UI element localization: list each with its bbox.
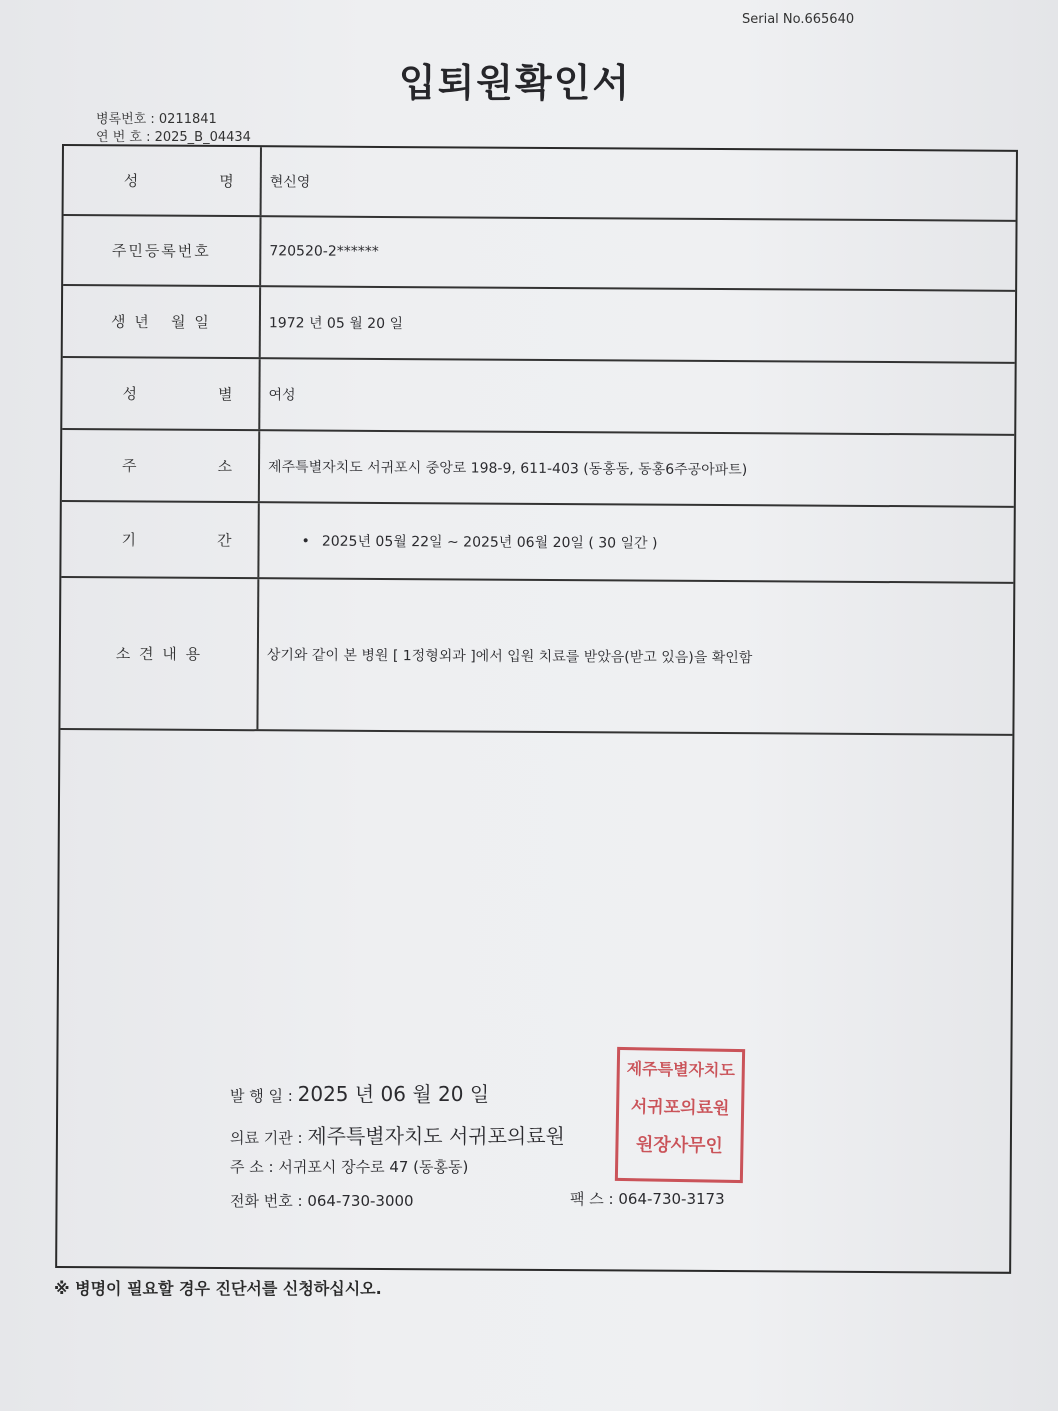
issue-date-label: 발 행 일 : bbox=[230, 1087, 293, 1105]
phone-label: 전화 번호 : bbox=[230, 1192, 303, 1210]
institution-label: 의료 기관 : bbox=[230, 1129, 303, 1147]
seal-line-2: 서귀포의료원 bbox=[630, 1097, 730, 1119]
label-rrn: 주민등록번호 bbox=[63, 216, 261, 285]
period-text: 2025년 05월 22일 ~ 2025년 06월 20일 ( 30 일간 ) bbox=[321, 533, 658, 552]
label-period: 기 간 bbox=[61, 502, 259, 577]
label-address: 주 소 bbox=[62, 430, 260, 501]
row-period bbox=[61, 502, 1013, 584]
value-rrn: 720520-2****** bbox=[269, 243, 379, 260]
serial-number: Serial No.665640 bbox=[742, 12, 855, 27]
document-title: 입퇴원확인서 bbox=[398, 61, 632, 105]
row-name bbox=[64, 146, 1016, 222]
official-seal-stamp bbox=[615, 1047, 745, 1183]
issuing-institution bbox=[230, 1120, 565, 1149]
value-birth: 1972 년 05 월 20 일 bbox=[268, 315, 404, 333]
institution-value: 제주특별자치도 서귀포의료원 bbox=[307, 1124, 565, 1148]
address-value: 서귀포시 장수로 47 (동홍동) bbox=[278, 1158, 469, 1176]
label-opinion: 소 견 내 용 bbox=[60, 578, 259, 729]
value-name: 현신영 bbox=[269, 174, 311, 191]
row-address bbox=[62, 430, 1014, 508]
value-period bbox=[268, 530, 658, 552]
institution-fax bbox=[570, 1188, 725, 1209]
label-birth: 생 년 월 일 bbox=[63, 286, 261, 357]
footer-note: ※ 병명이 필요할 경우 진단서를 신청하십시오. bbox=[54, 1279, 382, 1298]
sequence-number: 연 번 호 : 2025_B_04434 bbox=[96, 130, 251, 145]
issue-date bbox=[230, 1078, 489, 1107]
issue-date-value: 2025 년 06 월 20 일 bbox=[297, 1082, 490, 1106]
row-rrn bbox=[63, 216, 1015, 292]
value-sex: 여성 bbox=[268, 387, 296, 404]
institution-address bbox=[230, 1156, 468, 1177]
row-sex bbox=[62, 358, 1014, 436]
fax-label: 팩 스 : bbox=[570, 1190, 614, 1208]
record-number: 병록번호 : 0211841 bbox=[96, 112, 217, 127]
seal-line-3: 원장사무인 bbox=[635, 1134, 724, 1157]
value-address: 제주특별자치도 서귀포시 중앙로 198-9, 611-403 (동홍동, 동홍6주공아파트) bbox=[267, 459, 748, 479]
phone-value: 064-730-3000 bbox=[307, 1192, 414, 1210]
label-name: 성 명 bbox=[64, 146, 262, 215]
row-opinion bbox=[60, 578, 1013, 736]
label-sex: 성 별 bbox=[62, 358, 260, 429]
bullet-icon: • bbox=[301, 533, 310, 550]
address-label: 주 소 : bbox=[230, 1158, 274, 1176]
fax-value: 064-730-3173 bbox=[618, 1190, 725, 1208]
seal-line-1: 제주특별자치도 bbox=[626, 1059, 736, 1080]
row-birth bbox=[63, 286, 1015, 364]
value-opinion: 상기와 같이 본 병원 [ 1정형외과 ]에서 입원 치료를 받았음(받고 있음)을 확인함 bbox=[266, 647, 753, 667]
certificate-table bbox=[55, 144, 1018, 1274]
institution-phone bbox=[230, 1190, 414, 1211]
